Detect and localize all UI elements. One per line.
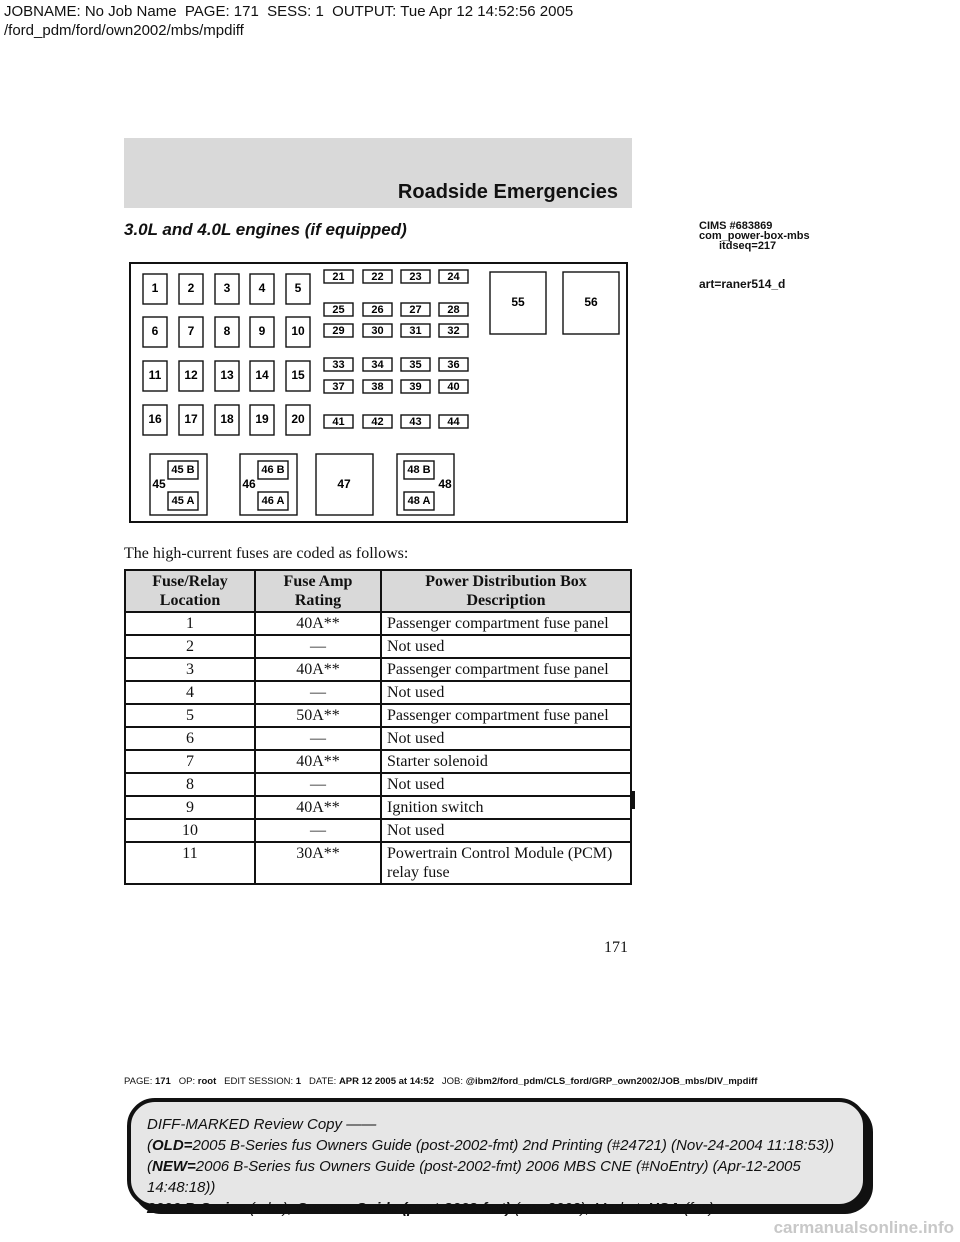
fuse-label-5: 5 bbox=[294, 281, 302, 296]
fuse-label-13: 13 bbox=[220, 368, 234, 383]
diff-line1: DIFF-MARKED Review Copy —— bbox=[147, 1116, 377, 1133]
relay-label-46: 46 bbox=[242, 477, 256, 492]
fuse-label-36: 36 bbox=[447, 358, 460, 371]
fuse-label-30: 30 bbox=[371, 324, 384, 337]
fuse-label-33: 33 bbox=[332, 358, 345, 371]
fuse-label-11: 11 bbox=[148, 368, 162, 383]
fuse-label-44: 44 bbox=[447, 415, 460, 428]
relay-label-55: 55 bbox=[511, 295, 525, 310]
fuse-label-29: 29 bbox=[332, 324, 345, 337]
relay-label-56: 56 bbox=[584, 295, 598, 310]
table-row: 9 40A** Ignition switch bbox=[125, 796, 631, 819]
fuse-label-28: 28 bbox=[447, 303, 460, 316]
relay-label-47: 47 bbox=[337, 477, 351, 492]
engine-heading: 3.0L and 4.0L engines (if equipped) bbox=[124, 220, 407, 239]
table-row: 11 30A** Powertrain Control Module (PCM) relay fuse bbox=[125, 842, 631, 884]
change-bar bbox=[630, 791, 635, 809]
diff-line-new: (NEW=2006 B-Series fus Owners Guide (post-2002-fmt) 2006 MBS CNE (#NoEntry) (Apr-12-2005 14:48:18)) bbox=[147, 1158, 801, 1196]
fuse-label-1: 1 bbox=[151, 281, 159, 296]
fuse-label-20: 20 bbox=[291, 412, 305, 427]
print-footer: PAGE: 171 OP: root EDIT SESSION: 1 DATE: APR 12 2005 at 14:52 JOB: @ibm2/ford_pdm/CLS_ford/GRP_own2002/JOB_mbs/DIV_mpdiff bbox=[124, 1076, 758, 1087]
fuse-label-17: 17 bbox=[184, 412, 198, 427]
relay-label-48 A: 48 A bbox=[407, 494, 431, 507]
fuse-label-37: 37 bbox=[332, 380, 345, 393]
fuse-label-15: 15 bbox=[291, 368, 305, 383]
fuse-label-32: 32 bbox=[447, 324, 460, 337]
fuse-label-16: 16 bbox=[148, 412, 162, 427]
table-header-row bbox=[125, 570, 631, 612]
table-row: 6 — Not used bbox=[125, 727, 631, 750]
section-header bbox=[124, 138, 632, 208]
fuse-label-38: 38 bbox=[371, 380, 384, 393]
table-row: 1 40A** Passenger compartment fuse panel bbox=[125, 612, 631, 635]
diff-marked-box bbox=[127, 1098, 867, 1217]
job-header-line1: JOBNAME: No Job Name PAGE: 171 SESS: 1 OUTPUT: Tue Apr 12 14:52:56 2005 bbox=[4, 3, 574, 20]
fuse-layout-svg bbox=[131, 264, 626, 521]
fuse-label-41: 41 bbox=[332, 415, 345, 428]
fuse-label-19: 19 bbox=[255, 412, 269, 427]
table-row: 8 — Not used bbox=[125, 773, 631, 796]
fuse-label-3: 3 bbox=[223, 281, 231, 296]
fuse-label-18: 18 bbox=[220, 412, 234, 427]
fuse-label-24: 24 bbox=[447, 270, 460, 283]
fuse-label-43: 43 bbox=[409, 415, 422, 428]
relay-label-45 B: 45 B bbox=[171, 463, 195, 476]
fuse-label-10: 10 bbox=[291, 324, 305, 339]
power-distribution-box-diagram bbox=[129, 262, 628, 523]
table-row: 4 — Not used bbox=[125, 681, 631, 704]
fuse-label-7: 7 bbox=[187, 324, 195, 339]
art-reference: art=raner514_d bbox=[699, 277, 786, 291]
fuse-label-31: 31 bbox=[409, 324, 422, 337]
relay-label-46 A: 46 A bbox=[261, 494, 285, 507]
fuse-label-21: 21 bbox=[332, 270, 345, 283]
relay-label-45: 45 bbox=[152, 477, 166, 492]
header-amp-rating: Fuse Amp Rating bbox=[255, 570, 381, 612]
fuse-label-42: 42 bbox=[371, 415, 384, 428]
watermark: carmanualsonline.info bbox=[773, 1218, 954, 1237]
relay-label-48: 48 bbox=[438, 477, 452, 492]
relay-label-48 B: 48 B bbox=[407, 463, 431, 476]
cims-line3: itdseq=217 bbox=[719, 240, 777, 252]
fuse-label-14: 14 bbox=[255, 368, 269, 383]
relay-label-45 A: 45 A bbox=[171, 494, 195, 507]
fuse-label-8: 8 bbox=[223, 324, 231, 339]
fuse-label-2: 2 bbox=[187, 281, 195, 296]
header-description: Power Distribution Box Description bbox=[381, 570, 631, 612]
fuse-label-6: 6 bbox=[151, 324, 159, 339]
fuse-label-4: 4 bbox=[258, 281, 266, 296]
job-header-line2: /ford_pdm/ford/own2002/mbs/mpdiff bbox=[4, 22, 244, 39]
fuse-label-25: 25 bbox=[332, 303, 345, 316]
cims-line2: com_power-box-mbs bbox=[699, 230, 810, 242]
fuse-label-39: 39 bbox=[409, 380, 422, 393]
page-number: 171 bbox=[604, 939, 628, 956]
header-location: Fuse/Relay Location bbox=[125, 570, 255, 612]
table-row: 5 50A** Passenger compartment fuse panel bbox=[125, 704, 631, 727]
intro-text: The high-current fuses are coded as follows: bbox=[124, 545, 409, 562]
fuse-label-12: 12 bbox=[184, 368, 198, 383]
fuse-label-40: 40 bbox=[447, 380, 460, 393]
section-title: Roadside Emergencies bbox=[397, 181, 618, 203]
job-header bbox=[4, 2, 573, 40]
table-row: 2 — Not used bbox=[125, 635, 631, 658]
fuse-table bbox=[124, 569, 632, 885]
table-row: 10 — Not used bbox=[125, 819, 631, 842]
cims-line1: CIMS #683869 bbox=[699, 220, 773, 232]
table-row: 7 40A** Starter solenoid bbox=[125, 750, 631, 773]
fuse-label-22: 22 bbox=[371, 270, 384, 283]
diff-line4: 2006 B-Series (mbs), Owners Guide (post-2002-fmt) (own2002), Market: USA (fus) bbox=[147, 1200, 714, 1217]
relay-label-46 B: 46 B bbox=[261, 463, 285, 476]
table-row: 3 40A** Passenger compartment fuse panel bbox=[125, 658, 631, 681]
fuse-label-35: 35 bbox=[409, 358, 422, 371]
fuse-label-34: 34 bbox=[371, 358, 384, 371]
fuse-label-27: 27 bbox=[409, 303, 422, 316]
fuse-label-9: 9 bbox=[258, 324, 266, 339]
diff-line-old: (OLD=2005 B-Series fus Owners Guide (post-2002-fmt) 2nd Printing (#24721) (Nov-24-2004 11:18:53)) bbox=[147, 1137, 835, 1154]
fuse-label-23: 23 bbox=[409, 270, 422, 283]
fuse-label-26: 26 bbox=[371, 303, 384, 316]
cims-reference bbox=[699, 221, 810, 251]
